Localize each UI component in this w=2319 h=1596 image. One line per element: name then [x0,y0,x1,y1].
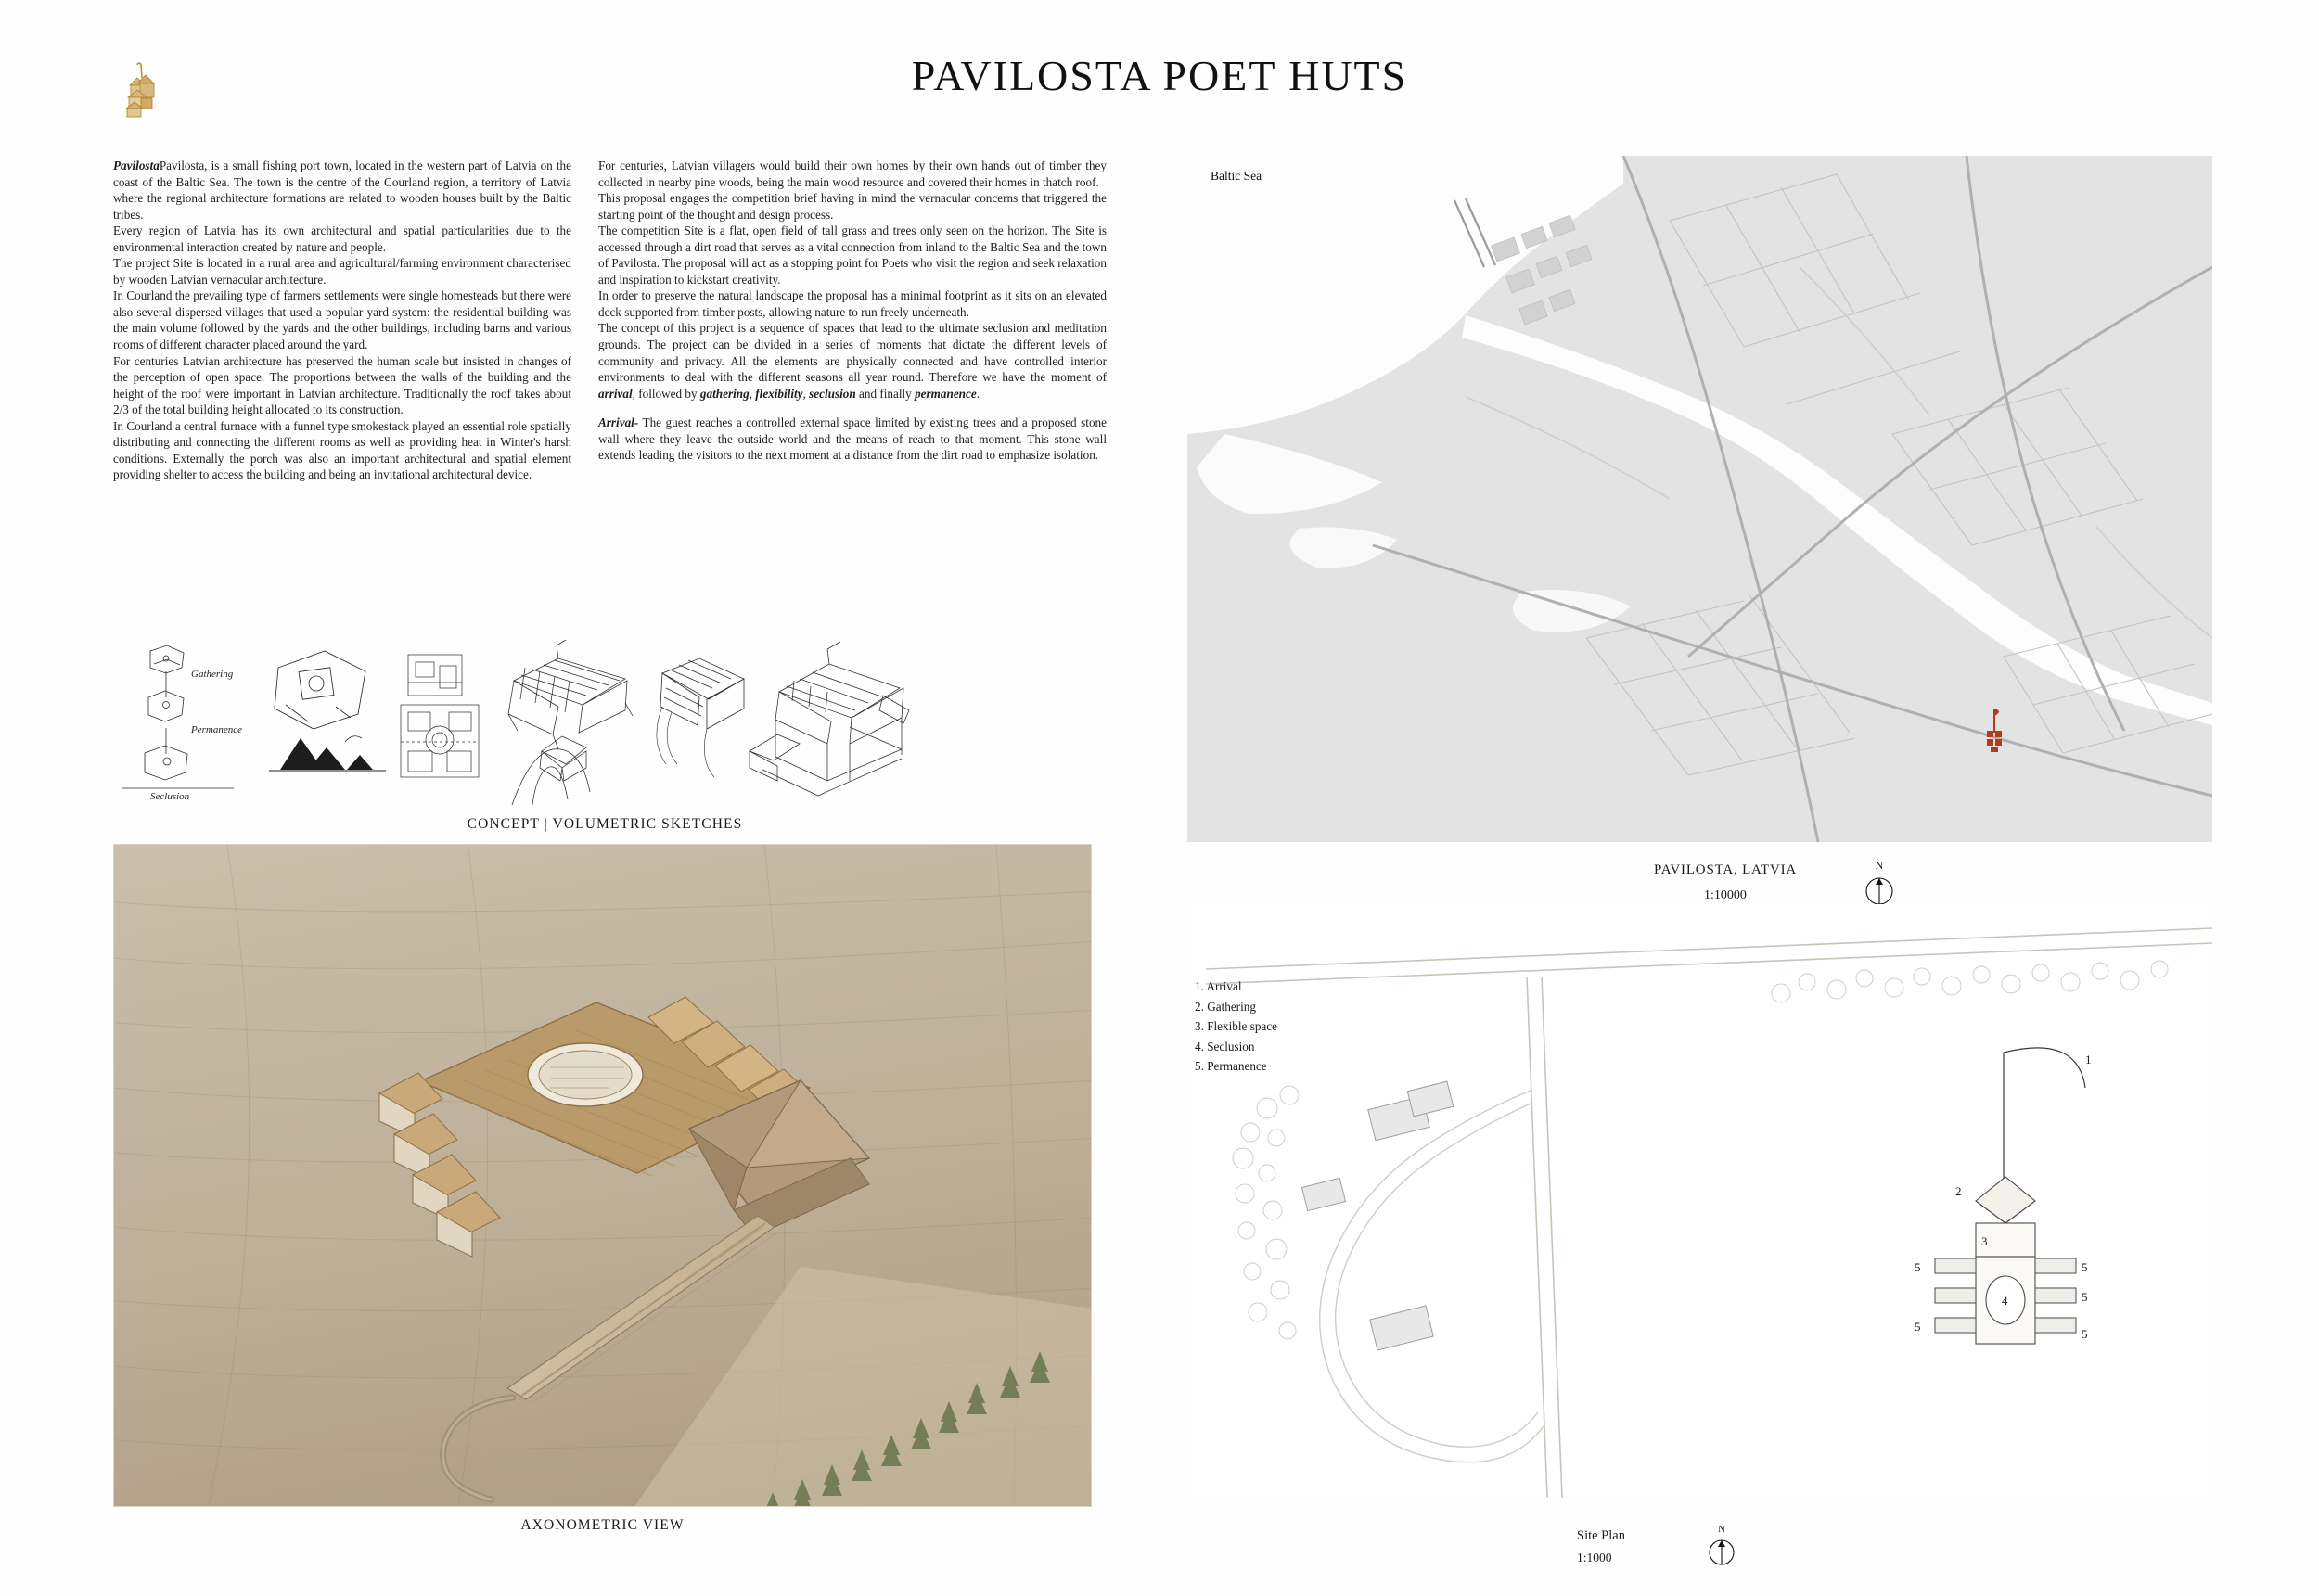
joiner: . [976,386,980,401]
sketch-label-permanence: Permanence [191,724,242,735]
caption-axonometric: AXONOMETRIC VIEW [520,1517,685,1533]
plan-number-5e: 5 [2082,1327,2088,1341]
paragraph: For centuries, Latvian villagers would build their own homes by their own hands out of timber they collected in nearby pine woods, being the main wood resource and covered their homes in thatch roof. [598,159,1107,189]
arrival-text: The guest reaches a controlled external space limited by existing trees and a proposed stone wall where they leave the outside world and the means of reach to that moment. This stone wall extends leading the visitors to the next moment at a distance from the dirt road to emphasize isolation. [598,415,1107,463]
svg-text:N: N [1718,1524,1725,1535]
plan-number-5c: 5 [2082,1260,2088,1274]
axonometric-view [113,844,1092,1507]
paragraph: Every region of Latvia has its own architectural and spatial particularities due to the environmental interaction created by nature and people. [113,223,571,254]
concept-word-permanence: permanence [915,386,977,401]
paragraph: In Courland the prevailing type of farmers settlements were single homesteads but there were also several dispersed villages that used a popular yard system: the residential building was the main volume followed by the yards and the other buildings, including barns and various rooms of different character placed around the yard. [113,288,571,352]
text-column-left [113,158,571,483]
plan-number-4: 4 [2002,1294,2008,1308]
site-plan-title: Site Plan [1577,1528,1625,1543]
map-title: PAVILOSTA, LATVIA [1653,862,1798,877]
legend-item: 2. Gathering [1195,999,1256,1014]
concept-paragraph [598,320,1107,402]
plan-number-5a: 5 [1915,1260,1921,1274]
caption-sketches: CONCEPT | VOLUMETRIC SKETCHES [467,816,743,832]
sketch-label-gathering: Gathering [191,669,234,680]
concept-sketches [113,640,1096,807]
concept-word-gathering: gathering [699,386,750,401]
concept-word-seclusion: seclusion [809,386,856,401]
plan-number-5d: 5 [2082,1290,2088,1304]
site-plan [1187,904,2212,1498]
legend [1195,977,1277,1077]
map-scale: 1:10000 [1704,888,1747,902]
plan-number-5b: 5 [1915,1320,1921,1334]
compass-icon-site-plan [1699,1521,1744,1571]
baltic-sea-label: Baltic Sea [1211,169,1262,183]
location-map [1187,156,2212,842]
paragraph [113,158,571,223]
arrival-paragraph [598,415,1107,464]
joiner: , followed by [632,386,700,401]
paragraph: The competition Site is a flat, open field of tall grass and trees only seen on the horizon. The Site is accessed through a dirt road that serves as a vital connection from inland to the Baltic Sea and the town of Pavilosta. The proposal will act as a stopping point for Poets who visit the region and seek relaxation and inspiration to kickstart creativity. [598,223,1107,287]
concept-intro: The concept of this project is a sequence of spaces that lead to the ultimate seclusion and meditation grounds. The project can be divided in a series of moments that dictate the different levels of community and privacy. All the elements are physically connected and have controlled interior environments to deal with the different seasons all year round. Therefore we have the moment of [598,321,1107,385]
paragraph-text: Pavilosta, is a small fishing port town, located in the western part of Latvia on the coast of the Baltic Sea. The town is the centre of the Courland region, a territory of Latvia where the regional architecture formations are related to wooden houses built by the Baltic tribes. [113,159,571,222]
paragraph: This proposal engages the competition brief having in mind the vernacular concerns that triggered the starting point of the thought and design process. [598,191,1107,222]
concept-word-flexibility: flexibility [755,386,803,401]
joiner: , [749,386,756,401]
joiner: , [802,386,810,401]
plan-number-2: 2 [1955,1184,1962,1198]
site-plan-scale: 1:1000 [1577,1551,1612,1564]
legend-item: 5. Permanence [1195,1059,1267,1074]
paragraph: In order to preserve the natural landscape the proposal has a minimal footprint as it sits on an elevated deck supported from timber posts, allowing nature to run freely underneath. [598,288,1107,319]
legend-item: 3. Flexible space [1195,1019,1277,1034]
legend-item: 1. Arrival [1195,979,1242,993]
svg-text:N: N [1875,859,1884,872]
paragraph: For centuries Latvian architecture has preserved the human scale but insisted in changes of the perception of open space. The proportions between the walls of the building and the height of the roof were important in Latvian architecture. Traditionally the roof takes about 2/3 of the total building height allocated to its construction. [113,353,571,417]
arrival-label: Arrival- [598,415,639,430]
plan-number-3: 3 [1981,1234,1988,1248]
plan-number-1: 1 [2085,1053,2092,1066]
sketch-label-seclusion: Seclusion [150,791,190,802]
text-column-middle [598,158,1107,464]
lead-word: Pavilosta [113,159,160,172]
paragraph: The project Site is located in a rural area and agricultural/farming environment characterised by wooden Latvian vernacular architecture. [113,256,571,287]
joiner: and finally [855,386,916,401]
legend-item: 4. Seclusion [1195,1039,1255,1053]
concept-word-arrival: arrival [598,386,633,401]
page-title: PAVILOSTA POET HUTS [911,52,1408,99]
paragraph: In Courland a central furnace with a funnel type smokestack played an essential role spatially distributing and connecting the different rooms as well as providing heat in Winter's harsh conditions. Externally the porch was also an important architectural and spatial element providing shelter to access the building and being an invitational architectural device. [113,418,571,482]
